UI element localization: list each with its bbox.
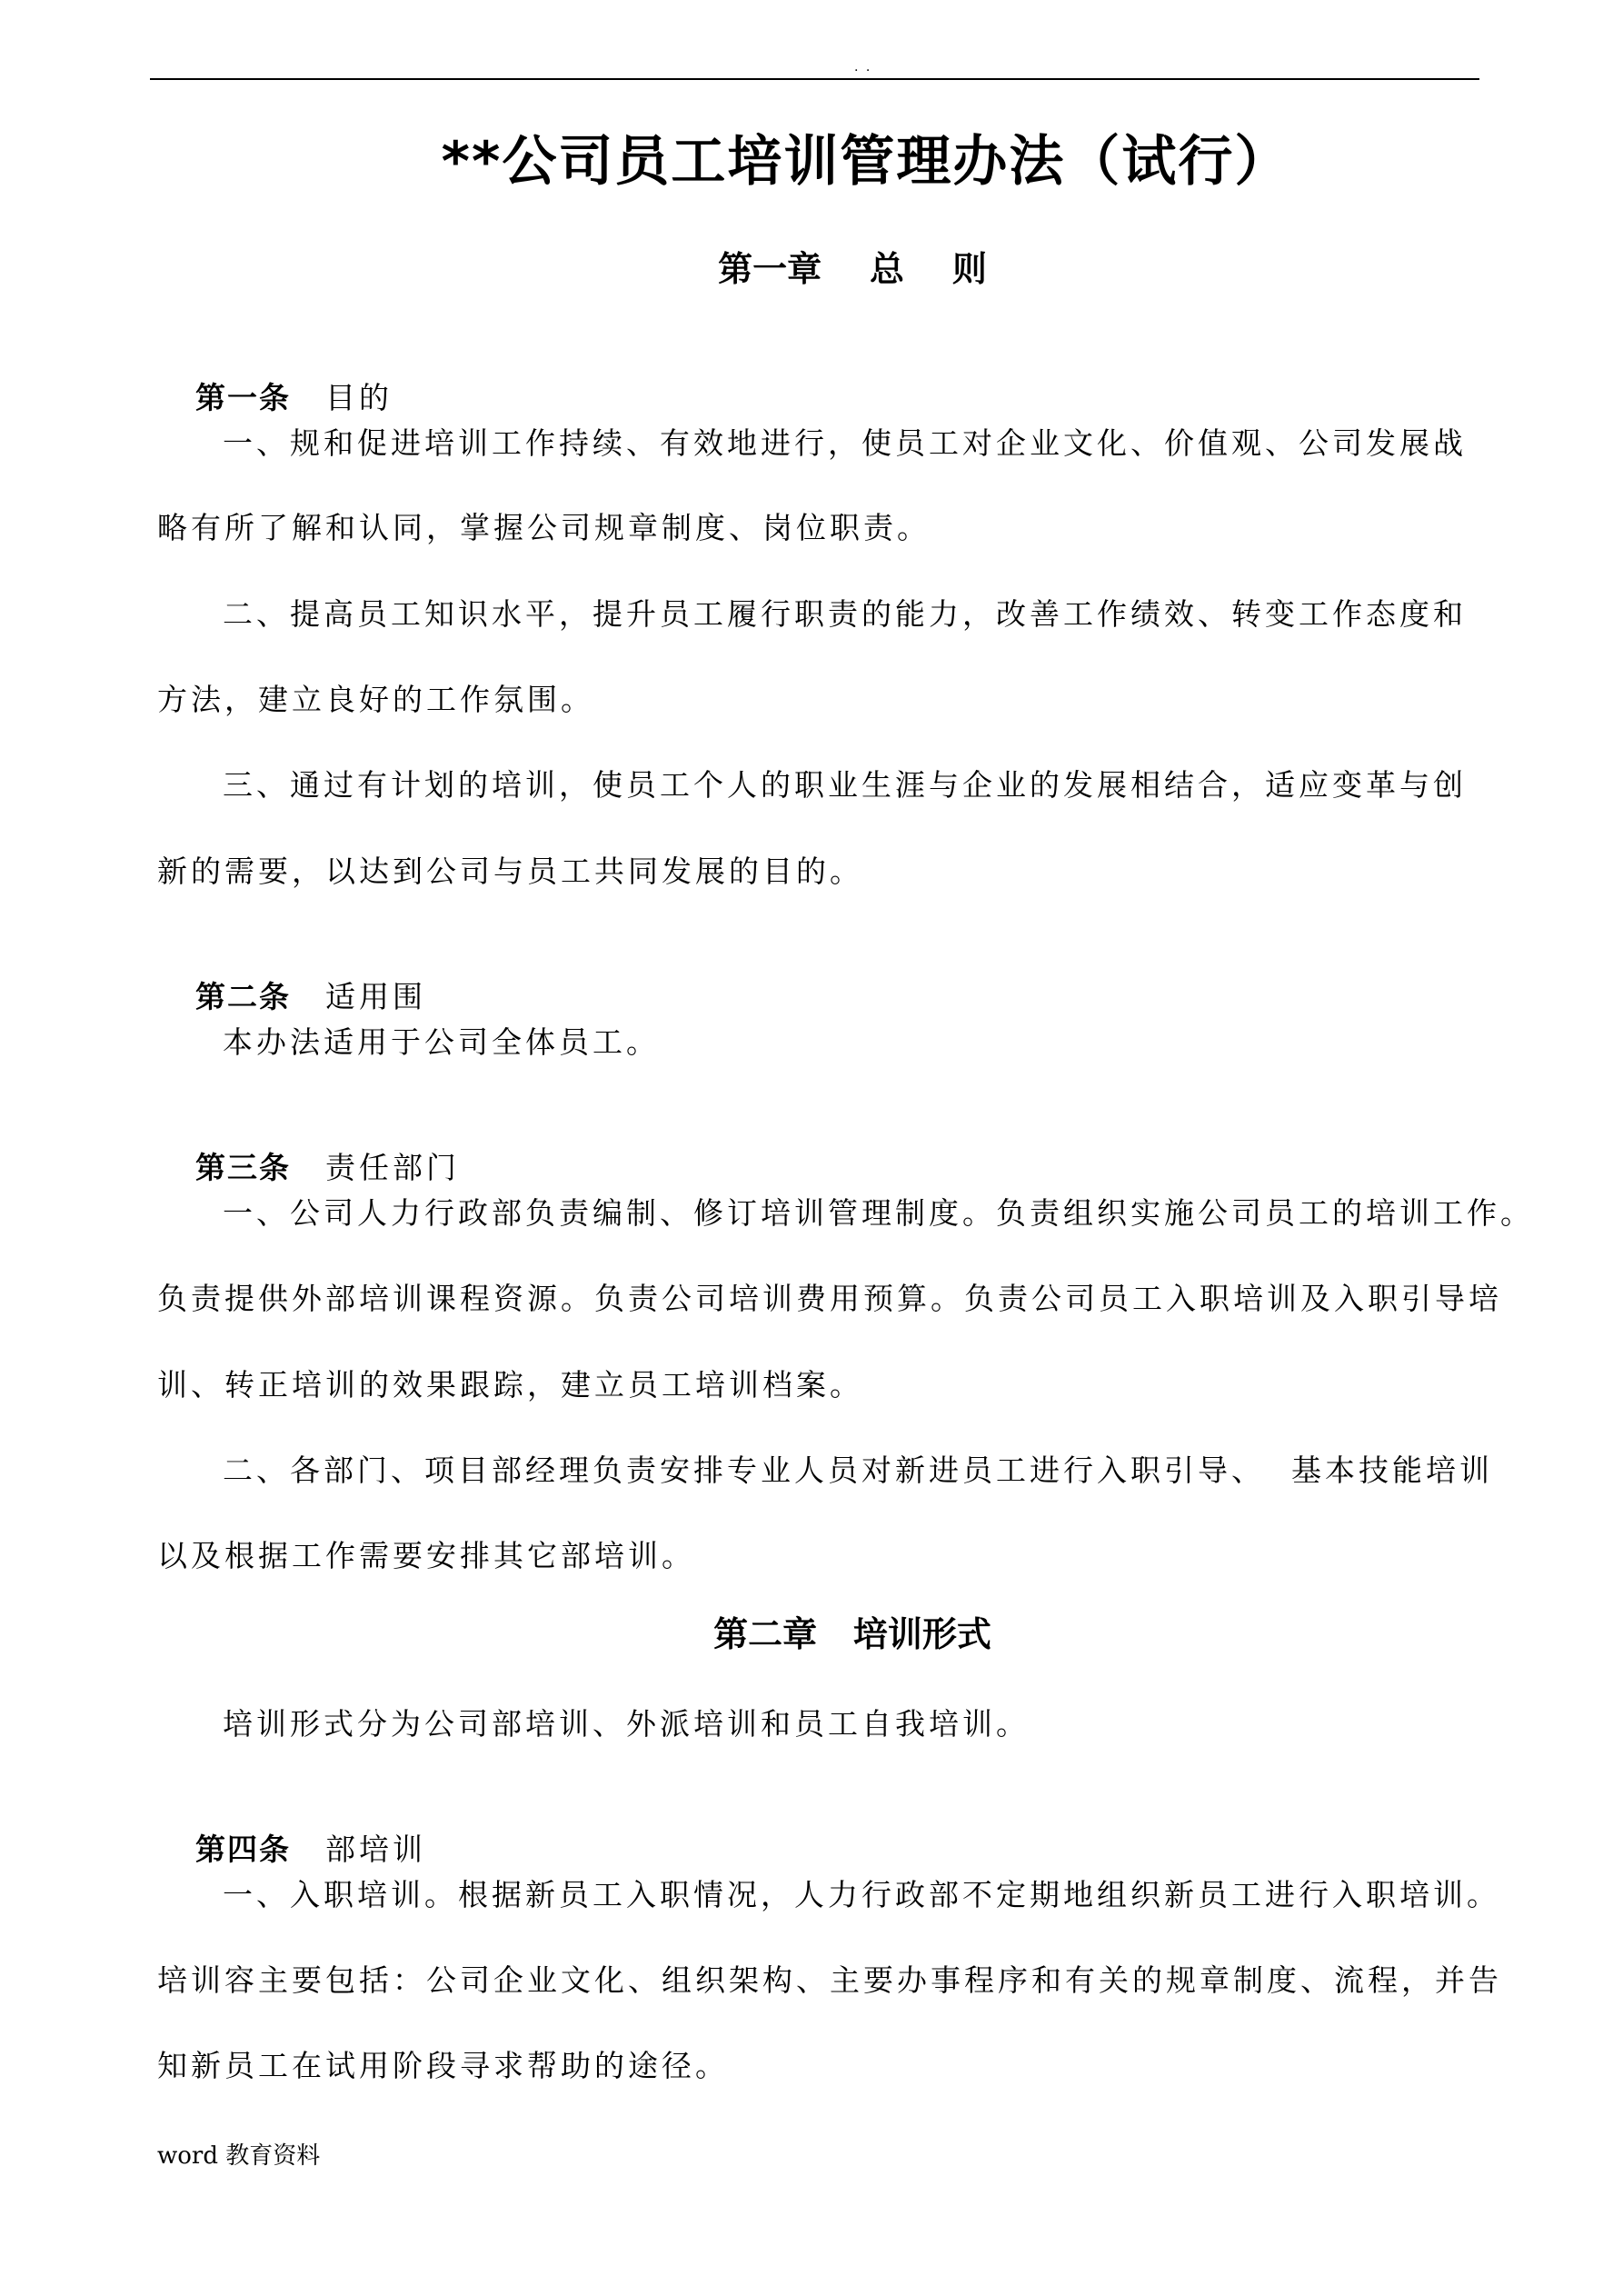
article-4-number: 第四条 — [194, 1832, 291, 1867]
article-1-number: 第一条 — [194, 380, 291, 415]
paragraph-line: 二、各部门、项目部经理负责安排专业人员对新进员工进行入职引导、 基本技能培训 — [223, 1452, 1493, 1488]
article-4-title: 部培训 — [324, 1832, 426, 1867]
page-footer: word 教育资料 — [157, 2142, 321, 2170]
paragraph-line: 三、通过有计划的培训，使员工个人的职业生涯与企业的发展相结合，适应变革与创 — [223, 767, 1467, 803]
paragraph-line: 知新员工在试用阶段寻求帮助的途径。 — [157, 2048, 729, 2083]
paragraph-line: 一、公司人力行政部负责编制、修订培训管理制度。负责组织实施公司员工的培训工作。 — [223, 1195, 1534, 1231]
paragraph-line: 培训形式分为公司部培训、外派培训和员工自我培训。 — [223, 1706, 1030, 1742]
paragraph-line: 二、提高员工知识水平，提升员工履行职责的能力，改善工作绩效、转变工作态度和 — [223, 596, 1467, 632]
document-title: **公司员工培训管理办法（试行） — [441, 130, 1291, 194]
chapter-2-heading: 第二章 培训形式 — [713, 1614, 991, 1654]
paragraph-line: 以及根据工作需要安排其它部培训。 — [157, 1538, 695, 1573]
paragraph-line: 本办法适用于公司全体员工。 — [223, 1024, 660, 1060]
paragraph-line: 负责提供外部培训课程资源。负责公司培训费用预算。负责公司员工入职培训及入职引导培 — [157, 1281, 1502, 1316]
header-mark: . . — [854, 60, 872, 75]
article-3-number: 第三条 — [194, 1150, 291, 1185]
paragraph-line: 训、转正培训的效果跟踪，建立员工培训档案。 — [157, 1367, 863, 1403]
article-2-title: 适用围 — [324, 979, 426, 1014]
paragraph-line: 略有所了解和认同，掌握公司规章制度、岗位职责。 — [157, 510, 931, 545]
header-rule — [150, 78, 1479, 80]
article-2-number: 第二条 — [194, 979, 291, 1014]
article-1-title: 目的 — [324, 380, 393, 415]
article-3-title: 责任部门 — [324, 1150, 460, 1185]
paragraph-line: 方法，建立良好的工作氛围。 — [157, 682, 594, 717]
chapter-1-heading: 第一章 总 则 — [718, 249, 987, 289]
paragraph-line: 一、入职培训。根据新员工入职情况，人力行政部不定期地组织新员工进行入职培训。 — [223, 1877, 1500, 1912]
paragraph-line: 一、规和促进培训工作持续、有效地进行，使员工对企业文化、价值观、公司发展战 — [223, 425, 1467, 461]
paragraph-line: 新的需要，以达到公司与员工共同发展的目的。 — [157, 854, 863, 889]
paragraph-line: 培训容主要包括：公司企业文化、组织架构、主要办事程序和有关的规章制度、流程，并告 — [157, 1962, 1502, 1998]
